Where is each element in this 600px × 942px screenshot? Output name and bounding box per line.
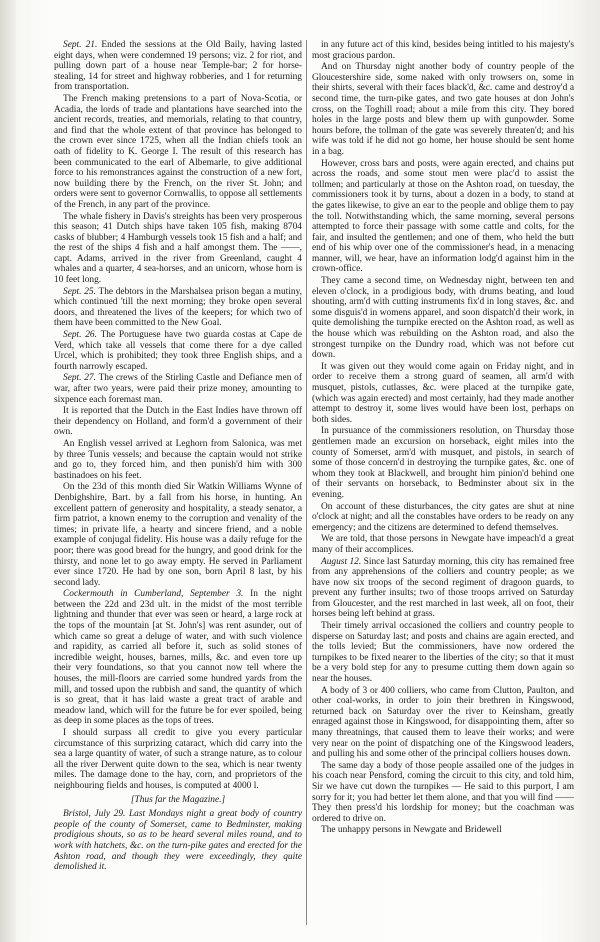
paragraph-text: A body of 3 or 400 colliers, who came from Clutton, Paulton, and other coal-works, in order to join their brethren in Kingswood, returned back on Saturday over the river to Keinsham, greatly enraged against those in Kingswood, for disappointing them, after so many threatnings, that caused them to leave their works; and were very near on the point of dispatching one of the Kingswood leaders, and pulling his and some other of the principal colliers houses down. [312, 685, 574, 760]
article-paragraph [312, 62, 574, 157]
article-paragraph [54, 406, 302, 438]
right-column [312, 40, 574, 930]
paragraph-text: The Portuguese have two guarda costas at Cape de Verd, which take all vessels that come there for a dye called Urcel, which is prohibited; they took three English ships, and a fourth narrowly escaped. [54, 330, 302, 372]
right-tail-paragraph: The unhappy persons in Newgate and Bridewell [321, 825, 502, 836]
article-paragraph [54, 287, 302, 329]
paragraph-date: Sept. 21. [63, 40, 98, 50]
paragraph-text: I should surpass all credit to give you every particular circumstance of this surprizing cataract, which did carry into the sea a large quantity of water, of such a strange nature, as to colour all the river Derwent quite down to the sea, which is near twenty miles. The damage done to the hay, corn, and proprietors of the neighbouring fields and houses, is computed at 4000 l. [54, 728, 302, 791]
paragraph-date: Sept. 25. [63, 286, 96, 297]
paragraph-text: The French making pretensions to a part of Nova-Scotia, or Acadia, the lords of trade and plantations have searched into the ancient records, treaties, and memorials, relating to that country, and find that the whole extent of that province has belonged to the crown ever since 1725, when all the Indian chiefs took an oath of fidelity to K. George I. The result of this research has been communicated to the earl of Albemarle, to give additional force to his remonstrances against the construction of a new fort, now building there by the French, on the river St. John; and orders were sent to governor Cornwallis, to oppose all settlements of the French, in any part of the province. [54, 93, 302, 210]
article-paragraph [312, 621, 574, 685]
article-paragraph [312, 276, 574, 361]
article-paragraph [54, 728, 302, 792]
article-paragraph [312, 761, 574, 825]
article-paragraph [54, 40, 302, 93]
paragraph-text: The same day a body of those people assailed one of the judges in his coach near Pensford, coming the circuit to this city, and told him, Sir we have cut down the turnpikes — He said to this purport, I am sorry for it; you had better let them alone, and that you will find —— They then press'd his lordship for money; but the coachman was ordered to drive on. [312, 760, 574, 824]
paragraph-text: in any future act of this kind, besides being intitled to his majesty's most gracious pardon. [312, 40, 574, 61]
page-spine-shadow [0, 0, 16, 942]
tail-date: Bristol, July 29. [63, 809, 126, 820]
paragraph-text: On the 23d of this month died Sir Watkin Williams Wynne of Denbighshire, Bart. by a fall from his horse, in hunting. An excellent pattern of generosity and hospitality, a steady senator, a firm patriot, a known enemy to the corruption and venality of the times; in private life, a hearty and sincere friend, and a noble example of conjugal fidelity. His house was a daily refuge for the poor; there was good bread for the hungry, and good drink for the thirsty, and none let to go away empty. He served in Parliament ever since 1720. He had by one son, born April 8 last, by his second lady. [54, 482, 302, 588]
article-paragraph [312, 40, 574, 61]
paragraph-date: Sept. 26. [63, 330, 97, 341]
paragraph-text: And on Thursday night another body of country people of the Gloucestershire side, some naked with only trowsers on, some in their shirts, several with their faces black'd, &c. came and destroy'd a second time, the turn-pike gates, and two gate houses at don John's cross, on the Toghill road; about a mile from this city. They bored holes in the large posts and blew them up with gunpowder. Some hours before, the tollman of the gate was severely threaten'd; and his wife was told if he did not go home, her house should be sent home in a bag. [312, 62, 574, 157]
paragraph-text: On account of these disturbances, the city gates are shut at nine o'clock at night; and all the constables have orders to be ready on any emergency; and the citizens are determined to defend themselves. [312, 501, 574, 533]
article-paragraph [54, 589, 302, 727]
article-paragraph [54, 373, 302, 405]
column-divider [306, 40, 307, 925]
left-tail-paragraph [54, 809, 302, 873]
magazine-footer-note: [Thus far the Magazine.] [130, 794, 226, 805]
article-paragraph [54, 482, 302, 588]
left-paragraphs [54, 40, 302, 792]
paragraph-text: Their timely arrival occasioned the colliers and country people to disperse on Saturday last; and posts and chains are again erected, and the tolls levied; But the commissioners, have now ordered the turnpikes to be fixed nearer to the liberties of the city; so that it must be a very bold step for any to presume cutting them down again so near the houses. [312, 621, 574, 685]
paragraph-text: Since last Saturday morning, this city has remained free from any apprehensions of the colliers and country people; as we have now six troops of the second regiment of dragoon guards, to prevent any further insults; two of those troops arrived on Saturday from Gloucester, and the rest marched in last week, all on foot, their horses being left behind at grass. [312, 556, 574, 620]
article-paragraph [54, 330, 302, 372]
paragraph-text: The crews of the Stirling Castle and Defiance men of war, after two years, were paid their prize money, amounting to sixpence each foremast man. [54, 373, 302, 405]
paragraph-text: The debtors in the Marshalsea prison began a mutiny, which continued 'till the next morning; they broke open several doors, and threatened the lives of the keepers; for which two of them have been committed to the New Goal. [54, 286, 302, 329]
right-paragraphs [312, 40, 574, 824]
article-paragraph [312, 557, 574, 621]
article-paragraph [54, 212, 302, 286]
article-paragraph [312, 362, 574, 426]
article-paragraph [312, 426, 574, 500]
article-paragraph [312, 534, 574, 555]
page-edge-shadow [574, 0, 600, 942]
article-paragraph [312, 159, 574, 276]
paragraph-text: The whale fishery in Davis's streights has been very prosperous this season; 41 Dutch ships have taken 105 fish, making 8704 casks of blubber; 4 Hamburgh vessels took 15 fish and a half; and the rest of the ships 4 fish and a half amongst them. The ——, capt. Adams, arrived in the river from Greenland, caught 4 whales and a quarter, 4 sea-horses, and an unicorn, whose horn is 10 feet long. [54, 211, 302, 286]
paragraph-text: In the night between the 22d and 23d ult. in the midst of the most terrible lightning and thunder that ever was seen or heard, a large rock at the tops of the mountain [at St. John's] was rent asunder, out of which came so great a deluge of water, and with such violence and rapidity, as carried all before it, such as solid stones of incredible weight, houses, barnes, mills, &c. and even tore up their very foundations, so that you cannot now tell where the houses, the mill-floors are carried some hundred yards from the mill, and tossed upon the rubbish and sand, the quantity of which is so great, that it has laid waste a great tract of arable and meadow land, which will for the future be for ever spoiled, being as deep in some places as the tops of trees. [54, 589, 302, 727]
paragraph-date: Cockermouth in Cumberland, September 3. [63, 589, 244, 600]
paragraph-date: August 12. [321, 556, 362, 567]
paragraph-text: They came a second time, on Wednesday night, between ten and eleven o'clock, in a prodigious body, with drums beating, and loud shouting, arm'd with cutting instruments fix'd in long staves, &c. and some disguis'd in womens apparel, and soon dispatch'd their work, in quite demolishing the turnpike erected on the Ashton road, as well as the house which was rebuilding on the Ashton road, and also the strongest turnpike on the Dundry road, which was not before cut down. [312, 276, 574, 361]
paragraph-text: In pursuance of the commissioners resolution, on Thursday those gentlemen made an excursion on horseback, eight miles into the county of Somerset, arm'd with musquet, and pistols, in search of some of those concern'd in destroying the turnpike gates, &c. one of whom they took at Blackwell, and brought him pinion'd behind one of their servants on horseback, to Bedminster about six in the evening. [312, 426, 574, 500]
article-paragraph [54, 439, 302, 481]
paragraph-text: It was given out they would come again on Friday night, and in order to receive them a strong guard of seamen, all arm'd with musquet, pistols, cutlasses, &c. were placed at the turnpike gate, (which was again erected) and most certainly, had they made another attempt to destroy it, some lives would have been lost, perhaps on both sides. [312, 361, 574, 425]
paragraph-text: We are told, that those persons in Newgate have impeach'd a great many of their accomplices. [312, 534, 574, 555]
paragraph-date: Sept. 27. [63, 373, 96, 384]
left-column [54, 40, 302, 930]
paragraph-text: An English vessel arrived at Leghorn from Salonica, was met by three Tunis vessels; and because the captain would not strike and go to, they forced him, and then punish'd him with 300 bastinadoes on his feet. [54, 438, 302, 481]
tail-text: Last Mondays night a great body of country people of the county of Somerset, came to Bedminster, making prodigious shouts, so as to be heard several miles round, and to work with hatchets, &c. on the turn-pike gates and erected for the Ashton road, and though they were exceedingly, they quite demolished it. [54, 809, 302, 873]
article-paragraph [54, 94, 302, 211]
paragraph-text: It is reported that the Dutch in the East Indies have thrown off their dependency on Holland, and form'd a government of their own. [54, 406, 302, 438]
article-paragraph [312, 686, 574, 760]
paragraph-text: However, cross bars and posts, were again erected, and chains put across the roads, and some stout men were plac'd to assist the tollmen; and particularly at those on the Ashton road, on tuesday, the commissioners took it by turns, about a dozen in a body, to stand at the gates likewise, to give an ear to the people and oblige them to pay the toll. Notwithstanding which, the same morning, several persons attempted to force their passage with some cattle and colts, for the fair, and insulted the gentlemen; and one of them, who held the butt end of his whip over one of the commissioner's head, in a menacing manner, will, we hear, have an information lodg'd against him in the crown-office. [312, 158, 574, 275]
paragraph-text: Ended the sessions at the Old Baily, having lasted eight days, when were condemned 19 persons; viz. 2 for riot, and pulling down part of a house near Temple-bar; 2 for horse-stealing, 14 for street and highway robberies, and 1 for returning from transportation. [54, 40, 302, 93]
article-paragraph [312, 502, 574, 534]
